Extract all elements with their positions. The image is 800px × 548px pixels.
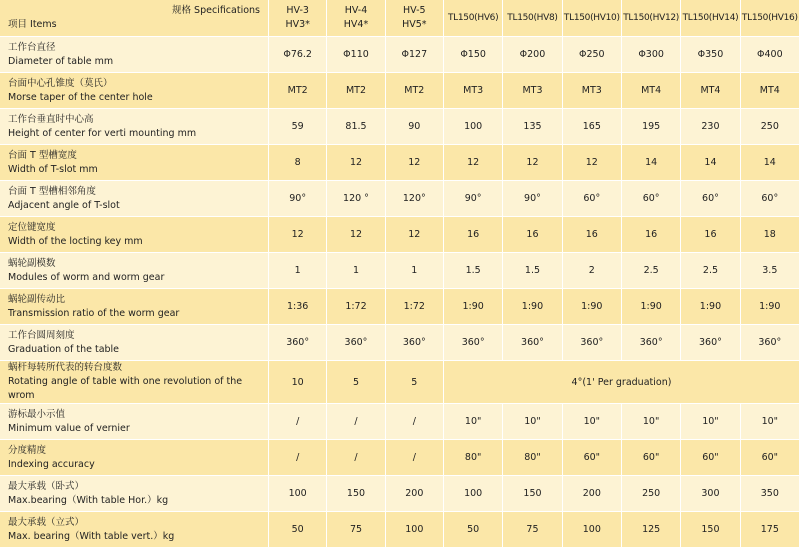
table-cell: 360° [681,325,740,361]
table-cell: MT4 [681,73,740,109]
table-cell: 350 [740,476,799,512]
row-label-cell [0,512,269,548]
table-cell: 150 [503,476,562,512]
table-cell: Φ400 [740,37,799,73]
table-cell: 8 [269,145,327,181]
table-cell: 360° [443,325,502,361]
table-cell: 12 [327,145,385,181]
model-header-hv3: HV-3 HV3* [269,0,327,37]
table-row [0,145,800,181]
table-cell: 12 [385,217,443,253]
table-cell: 200 [562,476,621,512]
row-label-cell [0,440,269,476]
table-cell: 12 [269,217,327,253]
row-label-cell [0,217,269,253]
table-cell: 5 [327,361,385,404]
table-cell: 1 [269,253,327,289]
table-cell: 16 [681,217,740,253]
row-label-zh: 台面 T 型槽相邻角度 [8,185,96,197]
model-header-tl150-hv10: TL150(HV10) [562,0,621,37]
table-cell: 16 [562,217,621,253]
table-cell: 360° [385,325,443,361]
model-header-tl150-hv12: TL150(HV12) [621,0,680,37]
row-label-cell [0,361,269,404]
table-cell: 60° [681,181,740,217]
table-cell: 300 [681,476,740,512]
row-label-zh: 台面 T 型槽宽度 [8,149,77,161]
table-cell: 50 [443,512,502,548]
row-label-cell [0,181,269,217]
row-label-zh: 工作台圆周刻度 [8,329,75,341]
table-cell: MT4 [621,73,680,109]
table-cell: 150 [327,476,385,512]
table-header-row [0,0,800,37]
row-label-zh: 台面中心孔锥度（莫氏） [8,77,113,89]
table-cell: 120 ° [327,181,385,217]
table-cell: 175 [740,512,799,548]
row-label-en: Rotating angle of table with one revolution of the wrom [8,376,243,401]
table-cell: 1:72 [385,289,443,325]
table-cell: Φ150 [443,37,502,73]
row-label-en: Height of center for verti mounting mm [8,127,197,139]
row-label-en: Adjacent angle of T-slot [8,199,120,211]
table-cell: Φ250 [562,37,621,73]
table-row [0,37,800,73]
row-label-cell [0,37,269,73]
table-cell: 1:90 [681,289,740,325]
table-cell: 200 [385,476,443,512]
table-cell: Φ300 [621,37,680,73]
row-label-cell [0,145,269,181]
table-cell: MT4 [740,73,799,109]
row-label-zh: 定位键宽度 [8,221,56,233]
table-cell: 60" [621,440,680,476]
table-cell: 250 [621,476,680,512]
table-cell: 1:36 [269,289,327,325]
table-cell: 360° [327,325,385,361]
table-cell: 14 [681,145,740,181]
model-header-tl150-hv16: TL150(HV16) [740,0,799,37]
table-cell: 10" [681,404,740,440]
table-cell: 50 [269,512,327,548]
row-label-zh: 游标最小示值 [8,408,66,420]
table-cell: 250 [740,109,799,145]
row-label-cell [0,109,269,145]
table-cell: 2.5 [681,253,740,289]
row-label-en: Morse taper of the center hole [8,91,153,103]
table-cell: 90 [385,109,443,145]
table-cell: 16 [503,217,562,253]
table-row [0,181,800,217]
merged-table-cell: 4°(1' Per graduation) [443,361,799,404]
table-cell: 12 [385,145,443,181]
row-label-en: Minimum value of vernier [8,422,130,434]
table-cell: 1 [385,253,443,289]
table-cell: / [385,440,443,476]
table-row [0,476,800,512]
table-cell: 60" [562,440,621,476]
items-label: 项目 Items [8,19,57,30]
table-cell: 18 [740,217,799,253]
table-cell: / [385,404,443,440]
table-cell: 195 [621,109,680,145]
table-cell: / [327,440,385,476]
table-row [0,109,800,145]
table-cell: 80" [443,440,502,476]
table-row [0,440,800,476]
row-label-en: Max. bearing（With table vert.）kg [8,530,175,542]
table-cell: 1.5 [503,253,562,289]
table-cell: 90° [443,181,502,217]
table-cell: 360° [562,325,621,361]
table-cell: Φ127 [385,37,443,73]
table-cell: 10" [621,404,680,440]
specifications-label: 规格 Specifications [172,5,260,16]
table-cell: / [327,404,385,440]
table-cell: 1:90 [740,289,799,325]
row-label-zh: 蜗轮副模数 [8,257,56,269]
table-cell: 1:90 [443,289,502,325]
row-label-en: Transmission ratio of the worm gear [8,307,180,319]
table-cell: 90° [503,181,562,217]
table-cell: 135 [503,109,562,145]
table-cell: 59 [269,109,327,145]
table-cell: 75 [503,512,562,548]
table-cell: 60° [740,181,799,217]
table-cell: 360° [621,325,680,361]
table-cell: 1:90 [562,289,621,325]
table-row [0,289,800,325]
table-cell: 360° [269,325,327,361]
table-row [0,361,800,404]
table-cell: 12 [327,217,385,253]
row-label-en: Width of T-slot mm [8,163,98,175]
table-cell: 125 [621,512,680,548]
table-cell: 100 [385,512,443,548]
table-row [0,512,800,548]
table-cell: / [269,404,327,440]
table-cell: 360° [503,325,562,361]
table-cell: 5 [385,361,443,404]
table-cell: 75 [327,512,385,548]
table-cell: 14 [740,145,799,181]
table-cell: Φ200 [503,37,562,73]
row-label-en: Max.bearing（With table Hor.）kg [8,494,169,506]
table-cell: 1:90 [503,289,562,325]
header-corner-cell [0,0,269,37]
table-row [0,73,800,109]
table-cell: 12 [562,145,621,181]
model-header-tl150-hv14: TL150(HV14) [681,0,740,37]
table-cell: 10" [503,404,562,440]
model-header-hv4: HV-4 HV4* [327,0,385,37]
table-row [0,325,800,361]
row-label-zh: 分度精度 [8,444,47,456]
row-label-zh: 工作台垂直时中心高 [8,113,94,125]
model-header-hv5: HV-5 HV5* [385,0,443,37]
row-label-zh: 蜗杆每转所代表的转台度数 [8,362,123,373]
row-label-zh: 工作台直径 [8,41,56,53]
row-label-en: Graduation of the table [8,343,120,355]
table-row [0,217,800,253]
table-cell: Φ76.2 [269,37,327,73]
table-cell: 360° [740,325,799,361]
table-cell: MT3 [562,73,621,109]
table-cell: Φ350 [681,37,740,73]
row-label-en: Modules of worm and worm gear [8,271,165,283]
table-cell: Φ110 [327,37,385,73]
table-cell: 100 [562,512,621,548]
table-cell: 1:72 [327,289,385,325]
table-cell: 100 [443,476,502,512]
row-label-cell [0,476,269,512]
table-cell: MT2 [327,73,385,109]
row-label-zh: 最大承载（卧式） [8,480,85,492]
table-cell: 1:90 [621,289,680,325]
table-cell: 120° [385,181,443,217]
table-cell: 60° [621,181,680,217]
table-cell: MT3 [443,73,502,109]
row-label-en: Diameter of table mm [8,55,114,67]
table-cell: 100 [269,476,327,512]
row-label-cell [0,404,269,440]
row-label-en: Indexing accuracy [8,458,95,470]
table-cell: MT2 [269,73,327,109]
table-cell: 10 [269,361,327,404]
table-cell: 1 [327,253,385,289]
table-cell: 60° [562,181,621,217]
row-label-en: Width of the locting key mm [8,235,143,247]
table-cell: 100 [443,109,502,145]
row-label-cell [0,325,269,361]
table-cell: 12 [443,145,502,181]
table-cell: 150 [681,512,740,548]
table-cell: MT3 [503,73,562,109]
row-label-cell [0,253,269,289]
table-cell: 165 [562,109,621,145]
table-cell: 81.5 [327,109,385,145]
table-cell: 90° [269,181,327,217]
table-row [0,404,800,440]
table-cell: 10" [740,404,799,440]
row-label-cell [0,73,269,109]
table-cell: 14 [621,145,680,181]
table-cell: 2 [562,253,621,289]
table-cell: 80" [503,440,562,476]
table-cell: 1.5 [443,253,502,289]
table-cell: MT2 [385,73,443,109]
table-cell: / [269,440,327,476]
table-row [0,253,800,289]
table-cell: 230 [681,109,740,145]
table-cell: 16 [443,217,502,253]
model-header-tl150-hv8: TL150(HV8) [503,0,562,37]
table-cell: 2.5 [621,253,680,289]
table-cell: 10" [562,404,621,440]
table-cell: 16 [621,217,680,253]
row-label-zh: 蜗轮副传动比 [8,293,66,305]
table-cell: 60" [740,440,799,476]
table-cell: 10" [443,404,502,440]
row-label-zh: 最大承载（立式） [8,516,85,528]
table-cell: 12 [503,145,562,181]
model-header-tl150-hv6: TL150(HV6) [443,0,502,37]
table-cell: 60" [681,440,740,476]
row-label-cell [0,289,269,325]
table-cell: 3.5 [740,253,799,289]
